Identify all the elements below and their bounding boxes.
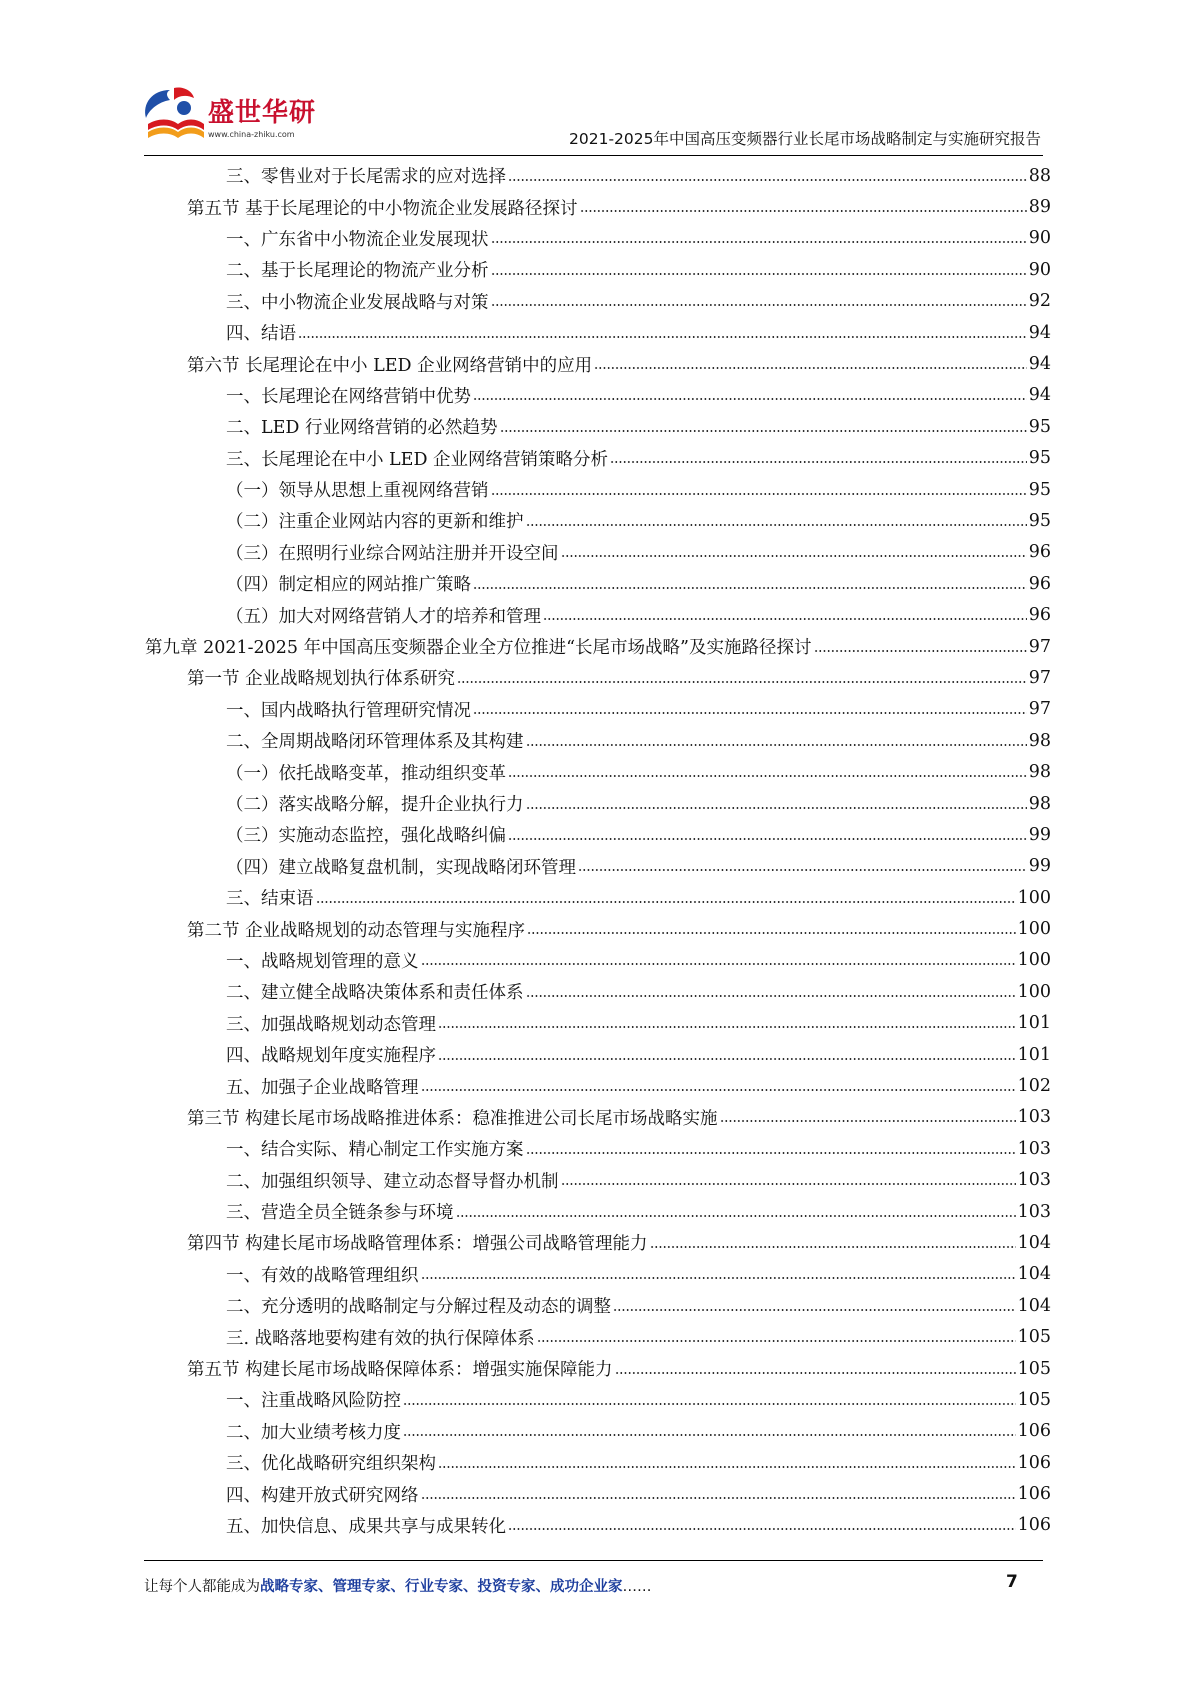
toc-leader-dots — [508, 775, 1027, 777]
toc-leader-dots — [438, 1466, 1016, 1468]
toc-leader-dots — [500, 430, 1027, 432]
toc-leader-dots — [537, 1340, 1016, 1342]
toc-entry-page: 94 — [1028, 322, 1051, 343]
toc-entry-label: 二、建立健全战略决策体系和责任体系 — [226, 983, 524, 1004]
toc-leader-dots — [421, 963, 1016, 965]
page-header — [0, 0, 1191, 160]
toc-entry-page: 103 — [1017, 1201, 1051, 1222]
toc-entry[interactable] — [0, 1259, 1051, 1290]
toc-entry-page: 95 — [1028, 479, 1051, 500]
toc-entry-label: 第三节 构建长尾市场战略推进体系：稳准推进公司长尾市场战略实施 — [187, 1108, 718, 1129]
toc-entry-page: 99 — [1028, 824, 1051, 845]
toc-leader-dots — [561, 1183, 1016, 1185]
toc-entry[interactable] — [0, 1008, 1051, 1039]
toc-entry-label: 二、加大业绩考核力度 — [226, 1422, 401, 1443]
footer-slogan-suffix: …… — [622, 1579, 652, 1595]
toc-leader-dots — [594, 367, 1027, 369]
toc-leader-dots — [421, 1277, 1016, 1279]
toc-entry-label: 三、长尾理论在中小 LED 企业网络营销策略分析 — [226, 449, 609, 470]
toc-entry-label: 三. 战略落地要构建有效的执行保障体系 — [226, 1328, 535, 1349]
toc-leader-dots — [421, 1089, 1016, 1091]
logo-url: www.china-zhiku.com — [208, 130, 295, 139]
footer-slogan-highlight: 战略专家、管理专家、行业专家、投资专家、成功企业家 — [260, 1579, 623, 1595]
toc-leader-dots — [720, 1120, 1016, 1122]
toc-entry-page: 100 — [1017, 981, 1051, 1002]
toc-entry[interactable] — [0, 788, 1051, 819]
toc-entry-page: 104 — [1017, 1232, 1051, 1253]
toc-entry[interactable] — [0, 317, 1051, 348]
toc-leader-dots — [456, 1215, 1016, 1217]
toc-entry-page: 98 — [1028, 730, 1051, 751]
toc-leader-dots — [578, 869, 1027, 871]
toc-entry[interactable] — [0, 882, 1051, 913]
toc-leader-dots — [508, 179, 1027, 181]
toc-entry-page: 106 — [1017, 1452, 1051, 1473]
toc-entry[interactable] — [0, 725, 1051, 756]
toc-leader-dots — [613, 1309, 1016, 1311]
toc-entry-label: 二、LED 行业网络营销的必然趋势 — [226, 418, 498, 439]
toc-leader-dots — [561, 555, 1027, 557]
toc-entry-page: 90 — [1028, 228, 1051, 249]
toc-entry[interactable] — [0, 819, 1051, 850]
toc-entry-page: 103 — [1017, 1138, 1051, 1159]
toc-entry[interactable] — [0, 631, 1051, 662]
toc-leader-dots — [316, 901, 1016, 903]
toc-entry-label: 五、加强子企业战略管理 — [226, 1077, 419, 1098]
toc-entry-label: 三、加强战略规划动态管理 — [226, 1014, 436, 1035]
toc-leader-dots — [526, 524, 1027, 526]
toc-entry-label: 三、中小物流企业发展战略与对策 — [226, 292, 489, 313]
toc-entry[interactable] — [0, 223, 1051, 254]
toc-leader-dots — [526, 995, 1016, 997]
toc-entry[interactable] — [0, 1416, 1051, 1447]
toc-leader-dots — [527, 932, 1016, 934]
toc-entry[interactable] — [0, 380, 1051, 411]
toc-entry[interactable] — [0, 191, 1051, 222]
toc-entry-label: 第一节 企业战略规划执行体系研究 — [187, 669, 456, 690]
toc-entry[interactable] — [0, 160, 1051, 191]
page-number: 7 — [1006, 1572, 1018, 1592]
toc-leader-dots — [508, 838, 1027, 840]
toc-entry-label: 第五节 基于长尾理论的中小物流企业发展路径探讨 — [187, 198, 578, 219]
logo-emblem-icon — [140, 84, 206, 146]
toc-entry-page: 100 — [1017, 950, 1051, 971]
footer-slogan-prefix: 让每个人都能成为 — [144, 1579, 260, 1595]
toc-entry-label: （三）在照明行业综合网站注册并开设空间 — [226, 543, 559, 564]
toc-entry[interactable] — [0, 1133, 1051, 1164]
toc-entry-label: （五）加大对网络营销人才的培养和管理 — [226, 606, 541, 627]
toc-entry-page: 105 — [1017, 1389, 1051, 1410]
toc-leader-dots — [508, 1528, 1016, 1530]
toc-entry-page: 104 — [1017, 1295, 1051, 1316]
toc-entry[interactable] — [0, 1196, 1051, 1227]
toc-leader-dots — [526, 807, 1027, 809]
toc-entry[interactable] — [0, 756, 1051, 787]
toc-entry-label: 四、构建开放式研究网络 — [226, 1485, 419, 1506]
toc-leader-dots — [403, 1434, 1016, 1436]
toc-entry[interactable] — [0, 945, 1051, 976]
toc-entry-label: 三、优化战略研究组织架构 — [226, 1454, 436, 1475]
toc-entry[interactable] — [0, 1478, 1051, 1509]
toc-entry-label: 一、注重战略风险防控 — [226, 1391, 401, 1412]
toc-entry-label: 一、广东省中小物流企业发展现状 — [226, 229, 489, 250]
toc-leader-dots — [650, 1246, 1016, 1248]
toc-entry[interactable] — [0, 1353, 1051, 1384]
toc-entry[interactable] — [0, 254, 1051, 285]
toc-entry[interactable] — [0, 1227, 1051, 1258]
toc-entry-label: 二、基于长尾理论的物流产业分析 — [226, 261, 489, 282]
toc-entry-page: 96 — [1028, 573, 1051, 594]
toc-entry-page: 89 — [1028, 197, 1051, 218]
toc-entry[interactable] — [0, 1102, 1051, 1133]
toc-entry-page: 102 — [1017, 1076, 1051, 1097]
toc-entry-page: 95 — [1028, 510, 1051, 531]
toc-entry-label: 四、结语 — [226, 324, 296, 345]
toc-entry[interactable] — [0, 851, 1051, 882]
toc-entry-page: 106 — [1017, 1515, 1051, 1536]
toc-leader-dots — [403, 1403, 1016, 1405]
toc-entry-label: 第四节 构建长尾市场战略管理体系：增强公司战略管理能力 — [187, 1234, 648, 1255]
toc-entry-label: （二）落实战略分解，提升企业执行力 — [226, 795, 524, 815]
toc-entry-label: 二、充分透明的战略制定与分解过程及动态的调整 — [226, 1297, 611, 1318]
toc-entry-label: 三、营造全员全链条参与环境 — [226, 1203, 454, 1224]
toc-entry[interactable] — [0, 348, 1051, 379]
toc-entry-label: 一、战略规划管理的意义 — [226, 951, 419, 972]
toc-entry-page: 92 — [1028, 291, 1051, 312]
toc-entry-label: 五、加快信息、成果共享与成果转化 — [226, 1516, 506, 1537]
toc-leader-dots — [473, 398, 1027, 400]
toc-entry[interactable] — [0, 913, 1051, 944]
toc-entry-label: 第二节 企业战略规划的动态管理与实施程序 — [187, 920, 526, 941]
toc-leader-dots — [491, 241, 1027, 243]
toc-entry[interactable] — [0, 443, 1051, 474]
footer-divider — [144, 1560, 1043, 1561]
toc-entry-page: 97 — [1028, 667, 1051, 688]
toc-entry-label: 一、长尾理论在网络营销中优势 — [226, 386, 471, 407]
toc-leader-dots — [491, 304, 1027, 306]
toc-entry[interactable] — [0, 976, 1051, 1007]
toc-leader-dots — [457, 681, 1027, 683]
toc-entry[interactable] — [0, 662, 1051, 693]
toc-entry-page: 101 — [1017, 1044, 1051, 1065]
toc-entry-label: （三）实施动态监控，强化战略纠偏 — [226, 826, 506, 847]
toc-leader-dots — [580, 210, 1027, 212]
footer-slogan — [144, 1575, 652, 1596]
toc-entry[interactable] — [0, 474, 1051, 505]
toc-leader-dots — [421, 1497, 1016, 1499]
toc-entry-page: 96 — [1028, 542, 1051, 563]
toc-entry[interactable] — [0, 599, 1051, 630]
toc-leader-dots — [526, 744, 1027, 746]
logo-name: 盛世华研 — [208, 98, 317, 128]
toc-entry-label: 三、结束语 — [226, 889, 314, 910]
toc-entry-label: （四）建立战略复盘机制，实现战略闭环管理 — [226, 857, 576, 878]
toc-entry-page: 95 — [1028, 448, 1051, 469]
toc-entry-label: 一、有效的战略管理组织 — [226, 1265, 419, 1286]
toc-entry[interactable] — [0, 1039, 1051, 1070]
toc-entry-page: 101 — [1017, 1013, 1051, 1034]
toc-entry-page: 104 — [1017, 1264, 1051, 1285]
toc-entry-label: 第九章 2021-2025 年中国高压变频器企业全方位推进“长尾市场战略”及实施路径探讨 — [145, 638, 812, 659]
toc-leader-dots — [438, 1026, 1016, 1028]
toc-entry-label: （一）领导从思想上重视网络营销 — [226, 481, 489, 502]
toc-entry-page: 105 — [1017, 1358, 1051, 1379]
toc-entry[interactable] — [0, 1447, 1051, 1478]
toc-entry[interactable] — [0, 286, 1051, 317]
toc-entry[interactable] — [0, 1321, 1051, 1352]
toc-entry-page: 94 — [1028, 385, 1051, 406]
toc-entry[interactable] — [0, 1290, 1051, 1321]
toc-entry[interactable] — [0, 537, 1051, 568]
toc-leader-dots — [473, 587, 1027, 589]
toc-entry[interactable] — [0, 1510, 1051, 1541]
table-of-contents — [0, 160, 1191, 1541]
toc-leader-dots — [438, 1058, 1016, 1060]
toc-entry-page: 96 — [1028, 605, 1051, 626]
toc-entry-page: 106 — [1017, 1484, 1051, 1505]
toc-entry-label: （二）注重企业网站内容的更新和维护 — [226, 512, 524, 533]
toc-entry-page: 105 — [1017, 1327, 1051, 1348]
toc-entry-label: 三、零售业对于长尾需求的应对选择 — [226, 167, 506, 188]
toc-leader-dots — [491, 273, 1027, 275]
toc-entry-page: 97 — [1028, 699, 1051, 720]
toc-entry-page: 98 — [1028, 762, 1051, 783]
toc-entry[interactable] — [0, 505, 1051, 536]
company-logo — [140, 84, 317, 154]
toc-leader-dots — [610, 461, 1027, 463]
toc-entry-page: 100 — [1017, 887, 1051, 908]
toc-leader-dots — [814, 650, 1027, 652]
toc-entry-label: 二、加强组织领导、建立动态督导督办机制 — [226, 1171, 559, 1192]
toc-entry-page: 103 — [1017, 1107, 1051, 1128]
toc-entry-label: 一、结合实际、精心制定工作实施方案 — [226, 1140, 524, 1161]
toc-entry-page: 99 — [1028, 856, 1051, 877]
toc-entry-label: 第六节 长尾理论在中小 LED 企业网络营销中的应用 — [187, 355, 593, 376]
report-title: 2021-2025年中国高压变频器行业长尾市场战略制定与实施研究报告 — [569, 130, 1041, 148]
toc-entry-page: 106 — [1017, 1421, 1051, 1442]
toc-entry-label: （一）依托战略变革，推动组织变革 — [226, 763, 506, 784]
toc-entry-page: 90 — [1028, 259, 1051, 280]
toc-entry-page: 100 — [1017, 919, 1051, 940]
toc-entry[interactable] — [0, 1165, 1051, 1196]
toc-leader-dots — [615, 1372, 1016, 1374]
toc-leader-dots — [473, 712, 1027, 714]
toc-entry[interactable] — [0, 694, 1051, 725]
toc-entry-page: 88 — [1028, 165, 1051, 186]
toc-entry-page: 97 — [1028, 636, 1051, 657]
toc-entry[interactable] — [0, 1070, 1051, 1101]
toc-entry-page: 103 — [1017, 1170, 1051, 1191]
toc-entry-page: 94 — [1028, 354, 1051, 375]
toc-entry-label: 第五节 构建长尾市场战略保障体系：增强实施保障能力 — [187, 1360, 613, 1381]
toc-leader-dots — [543, 618, 1027, 620]
toc-entry-label: 四、战略规划年度实施程序 — [226, 1046, 436, 1067]
toc-leader-dots — [298, 336, 1027, 338]
toc-entry[interactable] — [0, 568, 1051, 599]
toc-entry-label: （四）制定相应的网站推广策略 — [226, 575, 471, 596]
toc-entry[interactable] — [0, 411, 1051, 442]
toc-leader-dots — [526, 1152, 1016, 1154]
toc-entry[interactable] — [0, 1384, 1051, 1415]
toc-entry-label: 二、全周期战略闭环管理体系及其构建 — [226, 732, 524, 753]
toc-entry-label: 一、国内战略执行管理研究情况 — [226, 700, 471, 721]
toc-entry-page: 95 — [1028, 416, 1051, 437]
toc-leader-dots — [491, 493, 1027, 495]
header-divider — [144, 155, 1043, 156]
toc-entry-page: 98 — [1028, 793, 1051, 814]
